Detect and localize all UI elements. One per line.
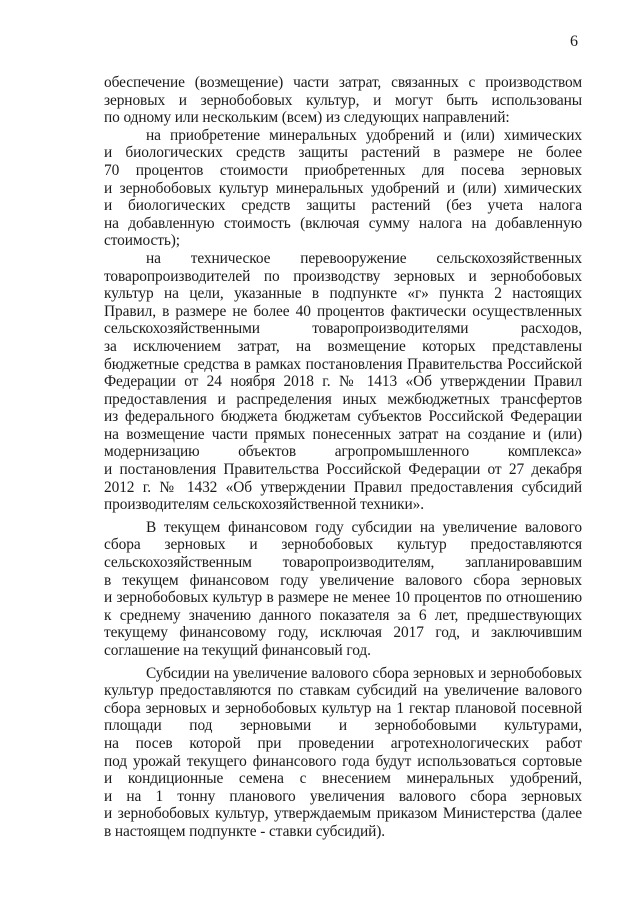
text-line: обеспечение (возмещение) части затрат, связанных с производством <box>104 74 582 91</box>
text-line: на приобретение минеральных удобрений и (или) химических <box>146 126 582 144</box>
text-line: под урожай текущего финансового года будут использоваться сортовые <box>104 752 582 770</box>
text-line: бюджетные средства в рамках постановления Правительства Российской <box>104 355 582 373</box>
text-line: сбора зерновых и зернобобовых культур на 1 гектар плановой посевной <box>104 699 582 717</box>
text-line: сельскохозяйственным товаропроизводителям, запланировавшим <box>104 554 582 572</box>
text-line: Федерации от 24 ноября 2018 г. № 1413 «Об утверждении Правил <box>104 373 582 391</box>
text-line: и зернобобовых культур минеральных удобрений и (или) химических <box>104 179 582 197</box>
text-line: на добавленную стоимость (включая сумму налога на добавленную <box>104 214 582 232</box>
text-line: Правил, в размере не более 40 процентов фактически осуществленных <box>104 302 582 320</box>
text-line: модернизацию объектов агропромышленного комплекса» <box>104 443 582 461</box>
text-line: и зернобобовых культур в размере не менее 10 процентов по отношению <box>104 589 582 607</box>
text-line: по одному или нескольким (всем) из следующих направлений: <box>104 109 510 127</box>
text-line: Субсидии на увеличение валового сбора зерновых и зернобобовых <box>146 664 582 682</box>
text-line: предоставления и распределения иных межбюджетных трансфертов <box>104 390 582 408</box>
text-line: за исключением затрат, на возмещение которых представлены <box>104 337 582 355</box>
text-line: в текущем финансовом году увеличение валового сбора зерновых <box>104 571 582 589</box>
text-line: и биологических средств защиты растений (без учета налога <box>104 197 582 215</box>
text-line: из федерального бюджета бюджетам субъектов Российской Федерации <box>104 408 582 426</box>
text-line: на возмещение части прямых понесенных затрат на создание и (или) <box>104 425 582 443</box>
page-number: 6 <box>570 33 578 50</box>
text-line: и зернобобовых культур, утверждаемым приказом Министерства (далее <box>104 805 582 823</box>
text-line: 2012 г. № 1432 «Об утверждении Правил предоставления субсидий <box>104 478 582 496</box>
text-line: в настоящем подпункте - ставки субсидий). <box>104 822 386 840</box>
text-line: культур предоставляются по ставкам субсидий на увеличение валового <box>104 682 582 700</box>
text-line: и кондиционные семена с внесением минеральных удобрений, <box>104 770 582 788</box>
text-line: 70 процентов стоимости приобретенных для посева зерновых <box>104 161 582 179</box>
text-line: к среднему значению данного показателя за 6 лет, предшествующих <box>104 606 582 624</box>
text-line: на посев которой при проведении агротехнологических работ <box>104 734 582 752</box>
body-text <box>104 74 582 841</box>
text-line: товаропроизводителей по производству зерновых и зернобобовых <box>104 267 582 285</box>
text-line: на техническое перевооружение сельскохозяйственных <box>146 249 582 267</box>
text-line: текущему финансовому году, исключая 2017 год, и заключившим <box>104 624 582 642</box>
text-line: и на 1 тонну планового увеличения валового сбора зерновых <box>104 787 582 805</box>
text-line: и постановления Правительства Российской Федерации от 27 декабря <box>104 461 582 479</box>
text-line: соглашение на текущий финансовый год. <box>104 642 371 659</box>
text-line: производителям сельскохозяйственной техники». <box>104 496 425 514</box>
text-line: сельскохозяйственными товаропроизводителями расходов, <box>104 320 582 338</box>
text-line: и биологических средств защиты растений в размере не более <box>104 144 582 162</box>
text-line: стоимость); <box>104 232 180 250</box>
text-line: зерновых и зернобобовых культур, и могут быть использованы <box>104 91 582 109</box>
text-line: площади под зерновыми и зернобобовыми культурами, <box>104 717 582 735</box>
text-line: культур на цели, указанные в подпункте «г» пункта 2 настоящих <box>104 285 582 303</box>
text-line: сбора зерновых и зернобобовых культур предоставляются <box>104 536 582 554</box>
text-line: В текущем финансовом году субсидии на увеличение валового <box>146 518 582 536</box>
